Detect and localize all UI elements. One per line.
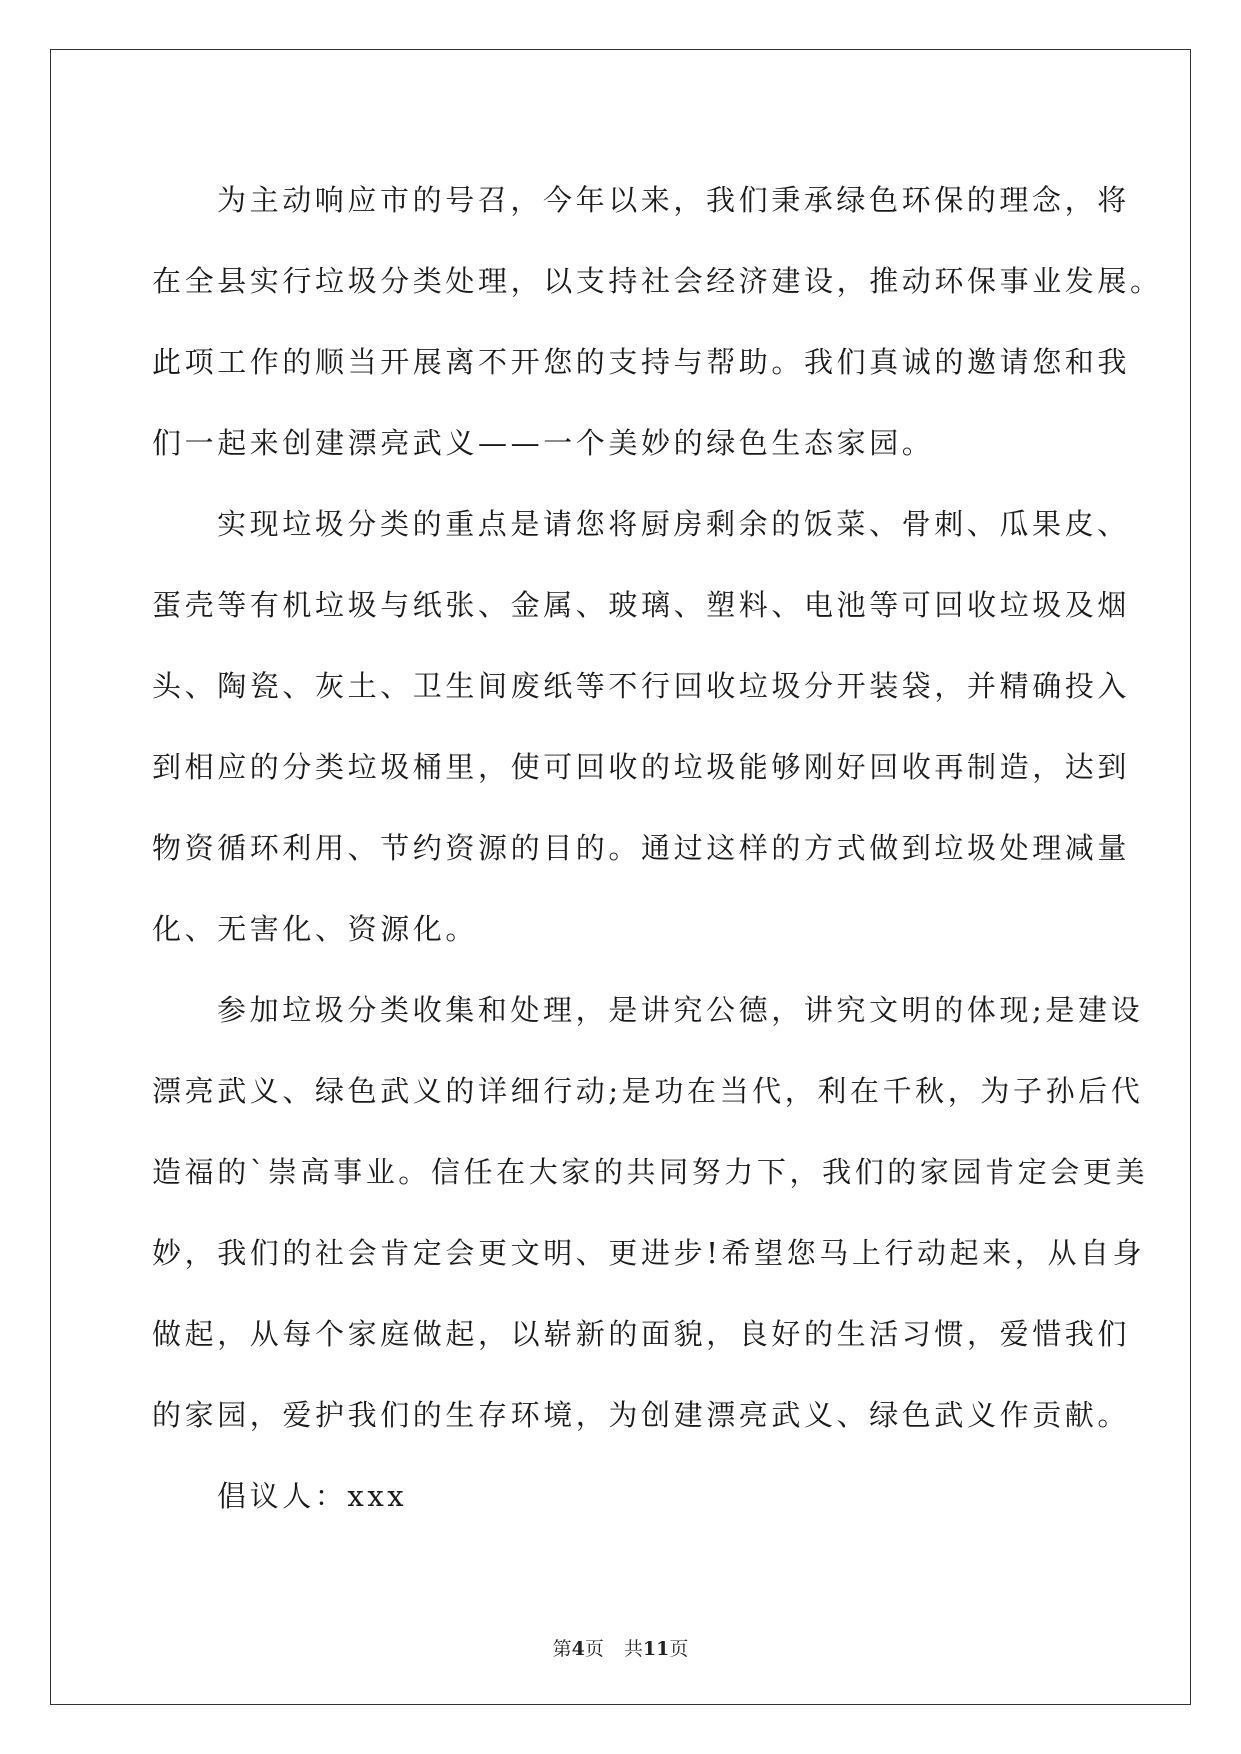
paragraph-line: 到相应的分类垃圾桶里，使可回收的垃圾能够刚好回收再制造，达到 bbox=[152, 750, 1131, 784]
paragraph-line: 漂亮武义、绿色武义的详细行动;是功在当代，利在千秋，为子孙后代 bbox=[152, 1074, 1144, 1108]
page-number: 4 bbox=[571, 1638, 585, 1660]
paragraph-line: 造福的`崇高事业。信任在大家的共同努力下，我们的家园肯定会更美 bbox=[152, 1155, 1149, 1189]
paragraph-line: 头、陶瓷、灰土、卫生间废纸等不行回收垃圾分开装袋，并精确投入 bbox=[152, 669, 1131, 703]
total-prefix: 共 bbox=[623, 1638, 643, 1660]
paragraph-line: 实现垃圾分类的重点是请您将厨房剩余的饭菜、骨刺、瓜果皮、 bbox=[217, 507, 1130, 541]
paragraph-line: 妙，我们的社会肯定会更文明、更进步!希望您马上行动起来，从自身 bbox=[152, 1236, 1146, 1270]
paragraph-line: 的家园，爱护我们的生存环境，为创建漂亮武义、绿色武义作贡献。 bbox=[152, 1398, 1131, 1432]
paragraph-1 bbox=[152, 160, 1163, 484]
total-suffix: 页 bbox=[669, 1638, 689, 1660]
page-footer bbox=[0, 1634, 1241, 1661]
page-prefix: 第 bbox=[552, 1638, 572, 1660]
paragraph-line: 在全县实行垃圾分类处理，以支持社会经济建设，推动环保事业发展。 bbox=[152, 264, 1163, 298]
signature: 倡议人：xxx bbox=[217, 1479, 408, 1513]
paragraph-line: 为主动响应市的号召，今年以来，我们秉承绿色环保的理念，将 bbox=[217, 183, 1130, 217]
paragraph-line: 物资循环利用、节约资源的目的。通过这样的方式做到垃圾处理减量 bbox=[152, 831, 1131, 865]
paragraph-line: 做起，从每个家庭做起，以崭新的面貌，良好的生活习惯，爱惜我们 bbox=[152, 1317, 1131, 1351]
document-body bbox=[152, 160, 1163, 1537]
total-pages: 11 bbox=[642, 1638, 670, 1660]
paragraph-line: 们一起来创建漂亮武义——一个美妙的绿色生态家园。 bbox=[152, 426, 935, 460]
paragraph-line: 蛋壳等有机垃圾与纸张、金属、玻璃、塑料、电池等可回收垃圾及烟 bbox=[152, 588, 1131, 622]
paragraph-3 bbox=[152, 970, 1149, 1456]
page-suffix: 页 bbox=[584, 1638, 604, 1660]
paragraph-2 bbox=[152, 484, 1131, 970]
paragraph-line: 此项工作的顺当开展离不开您的支持与帮助。我们真诚的邀请您和我 bbox=[152, 345, 1131, 379]
paragraph-line: 参加垃圾分类收集和处理，是讲究公德，讲究文明的体现;是建设 bbox=[217, 993, 1144, 1027]
paragraph-line: 化、无害化、资源化。 bbox=[152, 912, 479, 946]
